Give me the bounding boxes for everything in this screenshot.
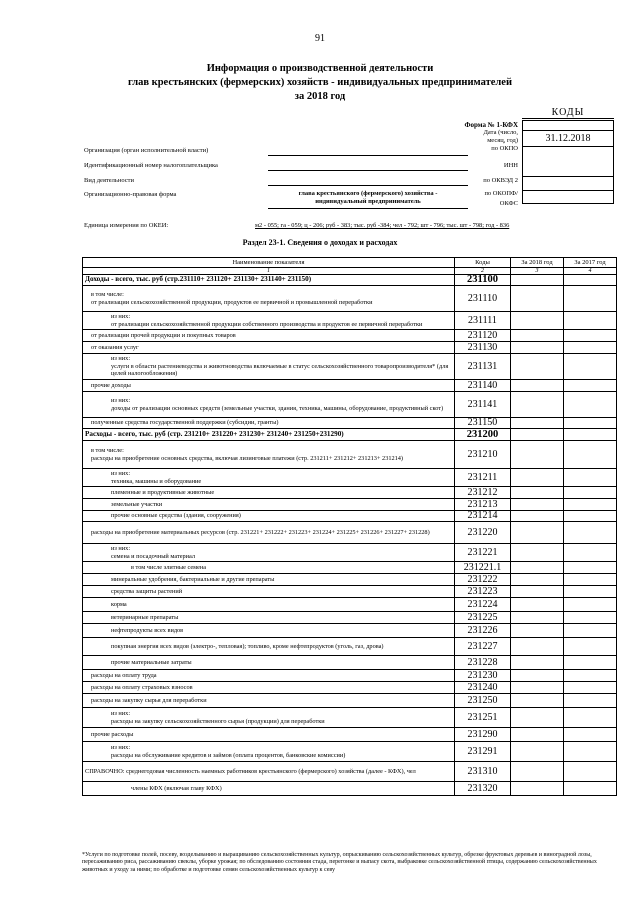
row-code: 231224 <box>455 598 511 612</box>
table-row <box>83 469 617 487</box>
row-label: из них: техника, машины и оборудование <box>83 469 455 487</box>
value-2018-cell[interactable] <box>511 429 564 441</box>
row-label: расходы на приобретение материальных ресурсов (стр. 231221+ 231222+ 231223+ 231224+ 231225+ 231226+ 231227+ 231228) <box>83 522 455 544</box>
title-line-1: Информация о производственной деятельности <box>206 63 434 74</box>
table-row <box>83 682 617 694</box>
value-2018-cell[interactable] <box>511 544 564 562</box>
legal-form-label: Организационно-правовая форма <box>84 191 177 198</box>
row-label: средства защиты растений <box>83 586 455 598</box>
value-2018-cell[interactable] <box>511 574 564 586</box>
value-2018-cell[interactable] <box>511 499 564 511</box>
activity-label: Вид деятельности <box>84 177 134 184</box>
row-label: в том числе элитные семена <box>83 562 455 574</box>
value-2018-cell[interactable] <box>511 511 564 522</box>
row-code: 231212 <box>455 487 511 499</box>
value-2018-cell[interactable] <box>511 354 564 380</box>
date-value: 31.12.2018 <box>523 131 613 147</box>
value-2018-cell[interactable] <box>511 286 564 312</box>
value-2017-cell[interactable] <box>564 682 617 694</box>
table-row <box>83 670 617 682</box>
row-label: корма <box>83 598 455 612</box>
table-row <box>83 418 617 429</box>
okopf-label: по ОКОПФ/ <box>484 190 518 197</box>
table-row <box>83 275 617 286</box>
page-number: 91 <box>315 33 325 44</box>
row-code: 231251 <box>455 708 511 728</box>
row-label: члены КФХ (включая главу КФХ) <box>83 782 455 796</box>
table-row <box>83 499 617 511</box>
table-row <box>83 742 617 762</box>
value-2018-cell[interactable] <box>511 656 564 670</box>
inn-line <box>268 170 468 171</box>
row-code: 231111 <box>455 312 511 330</box>
value-2018-cell[interactable] <box>511 598 564 612</box>
value-2017-cell[interactable] <box>564 544 617 562</box>
date-label-1: Дата (число, <box>483 129 518 136</box>
table-row <box>83 612 617 624</box>
row-label: из них: от реализации сельскохозяйственной продукции собственного производства и продуктов ее первичной переработки <box>83 312 455 330</box>
row-code: 231130 <box>455 342 511 354</box>
value-2018-cell[interactable] <box>511 586 564 598</box>
value-2017-cell[interactable] <box>564 762 617 782</box>
header-2017: За 2017 год <box>564 258 617 268</box>
value-2017-cell[interactable] <box>564 441 617 469</box>
row-label: из них: расходы на закупку сельскохозяйственного сырья (продукции) для переработки <box>83 708 455 728</box>
header-indicator: Наименование показателя <box>83 258 455 268</box>
row-label: земельные участки <box>83 499 455 511</box>
table-row <box>83 312 617 330</box>
row-code: 231141 <box>455 392 511 418</box>
table-row <box>83 656 617 670</box>
date-label-2: месяц, год) <box>487 137 518 144</box>
col-num-3: 3 <box>511 268 564 275</box>
row-code: 231214 <box>455 511 511 522</box>
codes-box <box>522 120 614 204</box>
row-code: 231225 <box>455 612 511 624</box>
table-row <box>83 586 617 598</box>
table-row <box>83 562 617 574</box>
row-label: из них: расходы на обслуживание кредитов и займов (оплата процентов, банковские комиссии) <box>83 742 455 762</box>
row-code: 231291 <box>455 742 511 762</box>
value-2017-cell[interactable] <box>564 694 617 708</box>
legal-form-value-2: индивидуальный предприниматель <box>315 198 421 205</box>
table-row <box>83 330 617 342</box>
value-2017-cell[interactable] <box>564 708 617 728</box>
table-row <box>83 354 617 380</box>
value-2017-cell[interactable] <box>564 487 617 499</box>
table-row <box>83 574 617 586</box>
table-row <box>83 429 617 441</box>
row-label: СПРАВОЧНО: среднегодовая численность наемных работников крестьянского (фермерского) хозяйства (далее - КФХ), чел <box>83 762 455 782</box>
value-2017-cell[interactable] <box>564 275 617 286</box>
row-label: из них: семена и посадочный материал <box>83 544 455 562</box>
legal-form-value <box>268 190 468 206</box>
table-row <box>83 392 617 418</box>
table-row <box>83 286 617 312</box>
row-label: ветеринарные препараты <box>83 612 455 624</box>
value-2017-cell[interactable] <box>564 612 617 624</box>
value-2017-cell[interactable] <box>564 330 617 342</box>
value-2018-cell[interactable] <box>511 342 564 354</box>
row-code: 231120 <box>455 330 511 342</box>
row-code: 231220 <box>455 522 511 544</box>
table-row <box>83 728 617 742</box>
value-2017-cell[interactable] <box>564 312 617 330</box>
value-2017-cell[interactable] <box>564 511 617 522</box>
value-2017-cell[interactable] <box>564 586 617 598</box>
value-2017-cell[interactable] <box>564 499 617 511</box>
document-title <box>0 62 640 104</box>
okpo-label: по ОКПО <box>491 145 518 152</box>
row-code: 231228 <box>455 656 511 670</box>
value-2018-cell[interactable] <box>511 728 564 742</box>
value-2017-cell[interactable] <box>564 342 617 354</box>
value-2018-cell[interactable] <box>511 522 564 544</box>
row-code: 231240 <box>455 682 511 694</box>
row-label: от оказания услуг <box>83 342 455 354</box>
row-label: прочие основные средства (здания, сооружения) <box>83 511 455 522</box>
row-label: полученные средства государственной поддержки (субсидии, гранты) <box>83 418 455 429</box>
value-2018-cell[interactable] <box>511 312 564 330</box>
value-2018-cell[interactable] <box>511 441 564 469</box>
value-2017-cell[interactable] <box>564 380 617 392</box>
table-row <box>83 441 617 469</box>
row-code: 231226 <box>455 624 511 638</box>
value-2018-cell[interactable] <box>511 708 564 728</box>
title-line-3: за 2018 год <box>294 91 346 102</box>
row-label: минеральные удобрения, бактериальные и другие препараты <box>83 574 455 586</box>
value-2017-cell[interactable] <box>564 638 617 656</box>
row-code: 231200 <box>455 429 511 441</box>
value-2017-cell[interactable] <box>564 562 617 574</box>
inn-label: Идентификационный номер налогоплательщика <box>84 162 218 169</box>
table-row <box>83 762 617 782</box>
value-2018-cell[interactable] <box>511 469 564 487</box>
okpo-cell <box>523 147 613 177</box>
legal-form-line <box>268 208 468 209</box>
codes-header: КОДЫ <box>522 107 614 119</box>
value-2018-cell[interactable] <box>511 487 564 499</box>
row-label: из них: услуги в области растениеводства и животноводства включаемые в статус сельскохозяйственного товаропроизводителя* (для целей налогообложения) <box>83 354 455 380</box>
row-label: Доходы - всего, тыс. руб (стр.231110+ 231120+ 231130+ 231140+ 231150) <box>83 275 455 286</box>
value-2017-cell[interactable] <box>564 656 617 670</box>
income-expense-table <box>82 257 617 796</box>
org-line <box>268 155 468 156</box>
row-label: прочие доходы <box>83 380 455 392</box>
form-name: Форма № 1-КФХ <box>464 121 518 129</box>
row-code: 231227 <box>455 638 511 656</box>
value-2017-cell[interactable] <box>564 742 617 762</box>
section-title: Раздел 23-1. Сведения о доходах и расходах <box>242 238 398 247</box>
footnote: *Услуги по подготовке полей, посеву, возделыванию и выращиванию сельскохозяйственных культур, опрыскиванию сельскохозяйственных культур, обрезке фруктовых деревьев и виноградной лозы, пересаживанию риса, рассаживанию свеклы, уборке урожая; по обследованию состояния стада, перегонке и выпасу скота, выбраковке сельскохозяйственной птицы, содержанию сельскохозяйственных животных и уходу за ними; по обработке и подготовке семян сельскохозяйственных культур к севу <box>82 852 597 873</box>
row-label: прочие материальные затраты <box>83 656 455 670</box>
row-code: 231222 <box>455 574 511 586</box>
table-row <box>83 487 617 499</box>
row-code: 231210 <box>455 441 511 469</box>
value-2018-cell[interactable] <box>511 638 564 656</box>
value-2018-cell[interactable] <box>511 762 564 782</box>
value-2017-cell[interactable] <box>564 782 617 796</box>
value-2018-cell[interactable] <box>511 624 564 638</box>
org-label: Организация (орган исполнительной власти) <box>84 147 209 154</box>
table-row <box>83 598 617 612</box>
row-label: от реализации прочей продукции и покупных товаров <box>83 330 455 342</box>
row-label: расходы на оплату труда <box>83 670 455 682</box>
value-2017-cell[interactable] <box>564 670 617 682</box>
row-code: 231250 <box>455 694 511 708</box>
title-line-2: глав крестьянских (фермерских) хозяйств - индивидуальных предпринимателей <box>127 77 512 88</box>
row-label: в том числе: от реализации сельскохозяйственной продукции, продуктов ее первичной и промышленной переработки <box>83 286 455 312</box>
legal-form-value-1: глава крестьянского (фермерского) хозяйства - <box>298 190 438 197</box>
value-2018-cell[interactable] <box>511 275 564 286</box>
table-row <box>83 380 617 392</box>
value-2018-cell[interactable] <box>511 670 564 682</box>
row-label: в том числе: расходы на приобретение основных средства, включая лизинговые платежи (стр. 231211+ 231212+ 231213+ 231214) <box>83 441 455 469</box>
okved-cell <box>523 177 613 191</box>
row-code: 231100 <box>455 275 511 286</box>
header-codes: Коды <box>455 258 511 268</box>
row-code: 231221 <box>455 544 511 562</box>
okopf-cell <box>523 191 613 205</box>
column-number-row <box>83 268 617 275</box>
col-num-1: 1 <box>83 268 455 275</box>
table-row <box>83 522 617 544</box>
value-2018-cell[interactable] <box>511 330 564 342</box>
form-code-cell <box>523 121 613 131</box>
unit-value: м2 - 055; га - 059; ц - 206; руб - 383; тыс. руб -384; чел - 792; шт - 796; тыс. шт - 798; год - 836 <box>255 222 510 229</box>
row-code: 231150 <box>455 418 511 429</box>
table-row <box>83 342 617 354</box>
row-code: 231290 <box>455 728 511 742</box>
row-label: Расходы - всего, тыс. руб (стр. 231210+ 231220+ 231230+ 231240+ 231250+231290) <box>83 429 455 441</box>
value-2018-cell[interactable] <box>511 380 564 392</box>
unit-label: Единица измерения по ОКЕИ: <box>84 222 169 229</box>
row-label: покупная энергия всех видов (электро-, тепловая); топливо, кроме нефтепродуктов (уголь, газ, дрова) <box>83 638 455 656</box>
value-2017-cell[interactable] <box>564 429 617 441</box>
row-code: 231211 <box>455 469 511 487</box>
row-code: 231230 <box>455 670 511 682</box>
table-row <box>83 694 617 708</box>
value-2017-cell[interactable] <box>564 354 617 380</box>
table-row <box>83 782 617 796</box>
col-num-4: 4 <box>564 268 617 275</box>
row-code: 231310 <box>455 762 511 782</box>
value-2017-cell[interactable] <box>564 418 617 429</box>
value-2017-cell[interactable] <box>564 286 617 312</box>
table-row <box>83 544 617 562</box>
row-code: 231221.1 <box>455 562 511 574</box>
value-2017-cell[interactable] <box>564 574 617 586</box>
row-label: из них: доходы от реализации основных средств (земельные участки, здания, техника, машины, оборудование, продуктивный скот) <box>83 392 455 418</box>
row-label: расходы на закупку сырья для переработки <box>83 694 455 708</box>
value-2018-cell[interactable] <box>511 694 564 708</box>
value-2018-cell[interactable] <box>511 418 564 429</box>
row-label: расходы на оплату страховых взносов <box>83 682 455 694</box>
okfs-label: ОКФС <box>499 200 518 207</box>
value-2017-cell[interactable] <box>564 392 617 418</box>
col-num-2: 2 <box>455 268 511 275</box>
value-2018-cell[interactable] <box>511 392 564 418</box>
value-2018-cell[interactable] <box>511 742 564 762</box>
value-2017-cell[interactable] <box>564 522 617 544</box>
value-2018-cell[interactable] <box>511 562 564 574</box>
value-2017-cell[interactable] <box>564 624 617 638</box>
table-header-row <box>83 258 617 268</box>
value-2017-cell[interactable] <box>564 598 617 612</box>
value-2018-cell[interactable] <box>511 782 564 796</box>
table-row <box>83 638 617 656</box>
row-code: 231223 <box>455 586 511 598</box>
value-2018-cell[interactable] <box>511 682 564 694</box>
row-code: 231213 <box>455 499 511 511</box>
row-code: 231110 <box>455 286 511 312</box>
table-row <box>83 624 617 638</box>
table-row <box>83 511 617 522</box>
table-row <box>83 708 617 728</box>
row-label: прочие расходы <box>83 728 455 742</box>
row-code: 231131 <box>455 354 511 380</box>
row-code: 231140 <box>455 380 511 392</box>
activity-line <box>268 185 468 186</box>
inn-label-right: ИНН <box>503 162 518 169</box>
row-code: 231320 <box>455 782 511 796</box>
value-2018-cell[interactable] <box>511 612 564 624</box>
value-2017-cell[interactable] <box>564 469 617 487</box>
okved-label: по ОКВЭД 2 <box>483 177 518 184</box>
row-label: нефтепродукты всех видов <box>83 624 455 638</box>
row-label: племенные и продуктивные животные <box>83 487 455 499</box>
header-2018: За 2018 год <box>511 258 564 268</box>
value-2017-cell[interactable] <box>564 728 617 742</box>
